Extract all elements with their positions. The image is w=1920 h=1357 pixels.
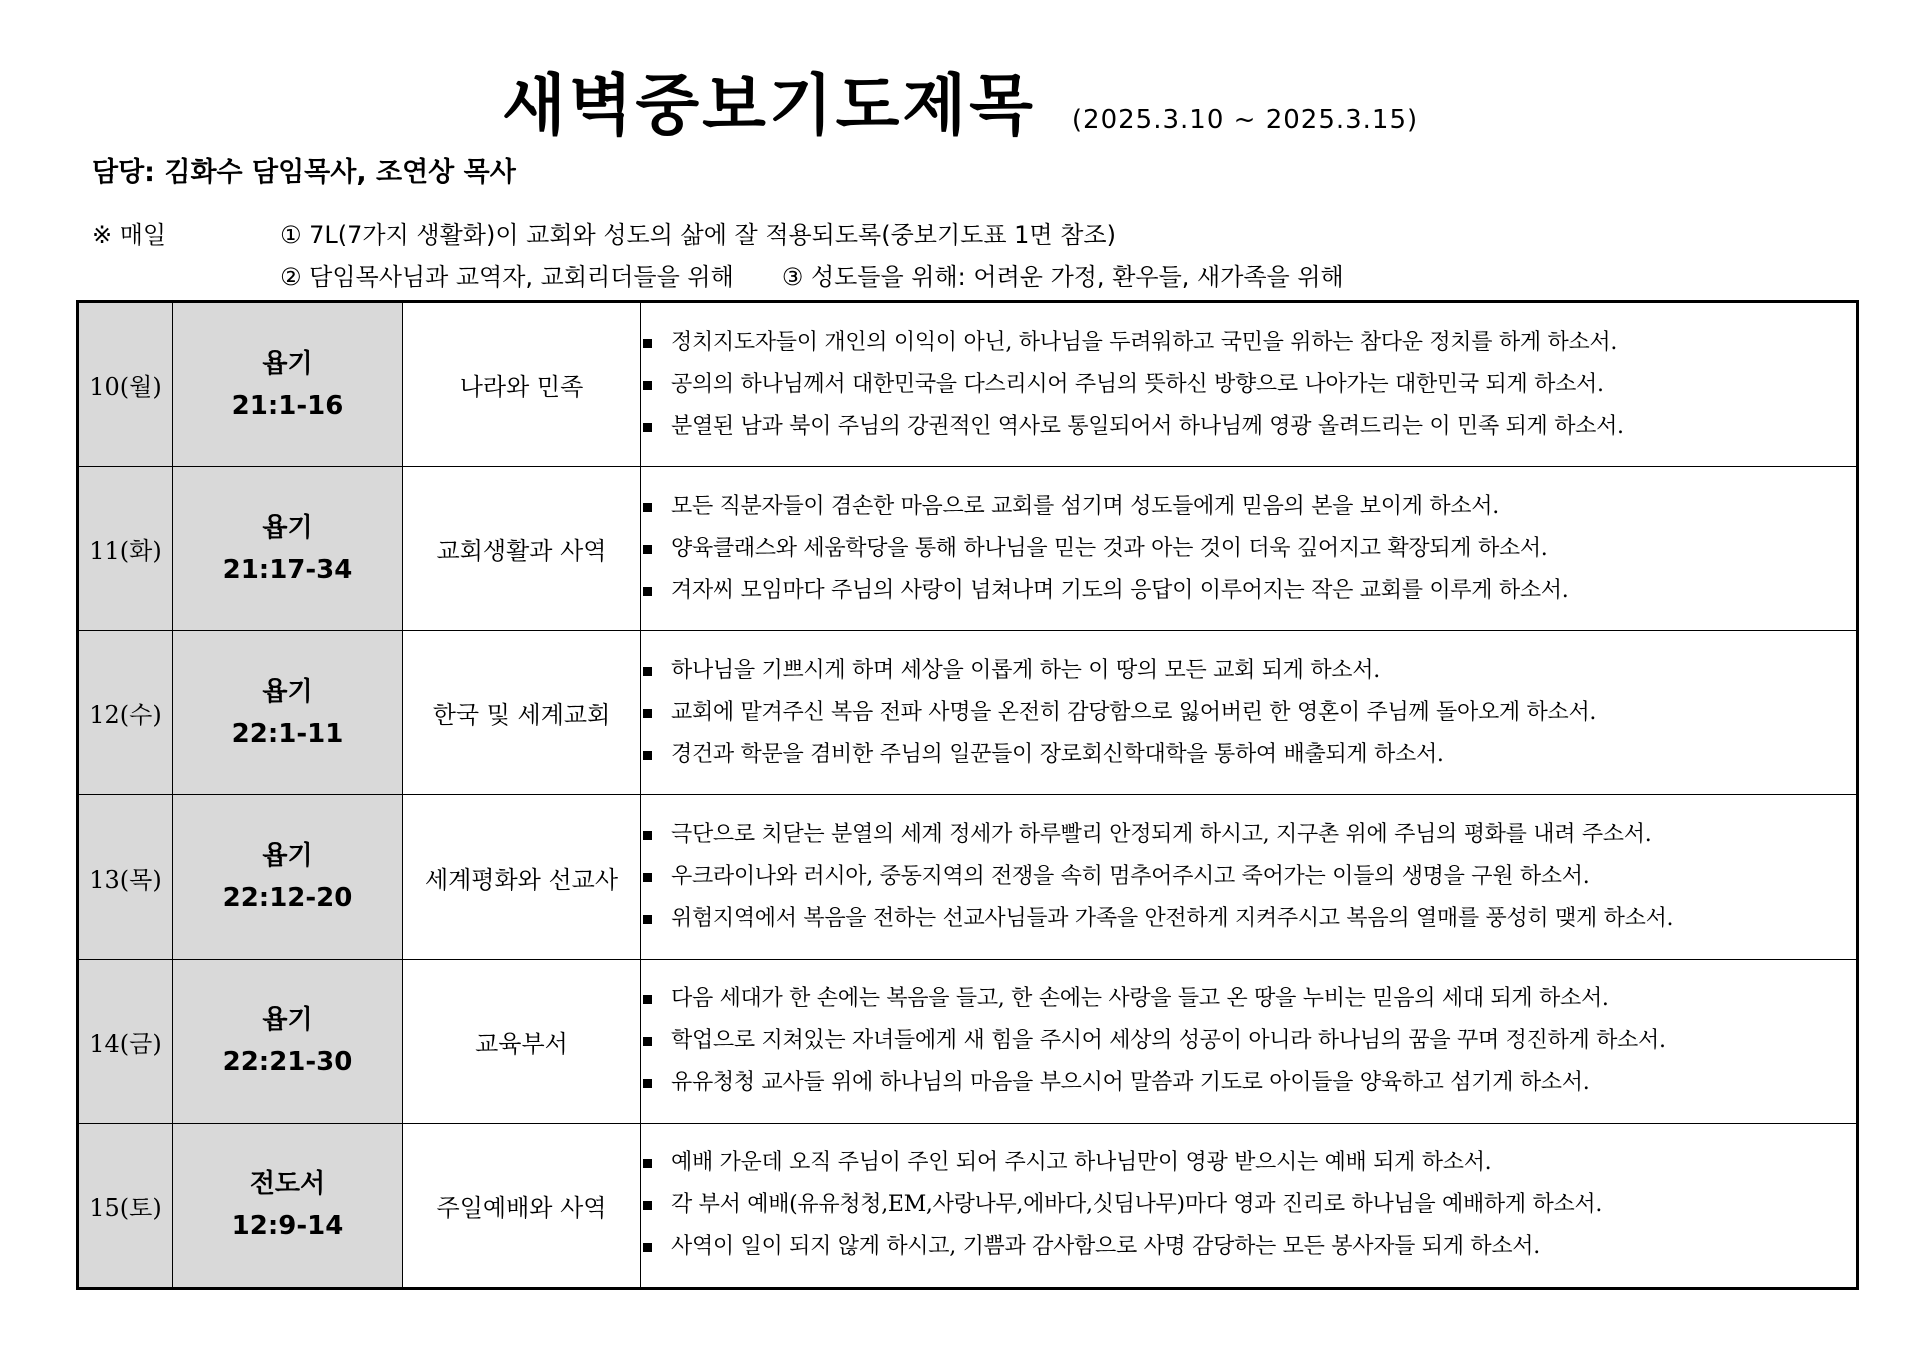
book-name: 전도서 <box>249 1169 326 1200</box>
prayer-item: 사역이 일이 되지 않게 하시고, 기쁨과 감사함으로 사명 감당하는 모든 봉사자들 되게 하소서. <box>641 1226 1856 1268</box>
items-cell <box>641 1123 1858 1288</box>
passage-cell <box>173 467 403 631</box>
prayer-item: 교회에 맡겨주신 복음 전파 사명을 온전히 감당함으로 잃어버린 한 영혼이 주님께 돌아오게 하소서. <box>641 692 1856 734</box>
prayer-item: 각 부서 예배(유유청청,EM,사랑나무,에바다,싯딤나무)마다 영과 진리로 하나님을 예배하게 하소서. <box>641 1184 1856 1226</box>
prayer-item: 양육클래스와 세움학당을 통해 하나님을 믿는 것과 아는 것이 더욱 깊어지고 확장되게 하소서. <box>641 528 1856 570</box>
prayer-item: 예배 가운데 오직 주님이 주인 되어 주시고 하나님만이 영광 받으시는 예배 되게 하소서. <box>641 1142 1856 1184</box>
verse-range: 12:9-14 <box>231 1211 344 1242</box>
table-row <box>78 631 1858 795</box>
prayer-item: 극단으로 치닫는 분열의 세계 정세가 하루빨리 안정되게 하시고, 지구촌 위에 주님의 평화를 내려 주소서. <box>641 814 1856 856</box>
passage-cell <box>173 302 403 467</box>
passage-cell <box>173 795 403 959</box>
day-cell: 11(화) <box>78 467 173 631</box>
items-cell <box>641 795 1858 959</box>
items-cell <box>641 959 1858 1123</box>
book-name: 욥기 <box>262 348 313 379</box>
topic-cell: 한국 및 세계교회 <box>403 631 641 795</box>
day-cell: 14(금) <box>78 959 173 1123</box>
verse-range: 22:12-20 <box>222 883 353 914</box>
prayer-item: 분열된 남과 북이 주님의 강권적인 역사로 통일되어서 하나님께 영광 올려드리는 이 민족 되게 하소서. <box>641 406 1856 448</box>
passage-cell <box>173 631 403 795</box>
daily-label: ※ 매일 <box>92 221 167 249</box>
table-row <box>78 795 1858 959</box>
passage-cell <box>173 959 403 1123</box>
topic-cell: 주일예배와 사역 <box>403 1123 641 1288</box>
prayer-item: 우크라이나와 러시아, 중동지역의 전쟁을 속히 멈추어주시고 죽어가는 이들의 생명을 구원 하소서. <box>641 856 1856 898</box>
verse-range: 22:1-11 <box>231 718 344 749</box>
prayer-item: 유유청청 교사들 위에 하나님의 마음을 부으시어 말씀과 기도로 아이들을 양육하고 섬기게 하소서. <box>641 1062 1856 1104</box>
date-range: (2025.3.10 ~ 2025.3.15) <box>1071 105 1419 135</box>
book-name: 욥기 <box>262 841 313 872</box>
prayer-item: 경건과 학문을 겸비한 주님의 일꾼들이 장로회신학대학을 통하여 배출되게 하소서. <box>641 734 1856 776</box>
day-cell: 15(토) <box>78 1123 173 1288</box>
prayer-item: 정치지도자들이 개인의 이익이 아닌, 하나님을 두려워하고 국민을 위하는 참다운 정치를 하게 하소서. <box>641 322 1856 364</box>
topic-cell: 교육부서 <box>403 959 641 1123</box>
prayer-item: 하나님을 기쁘시게 하며 세상을 이롭게 하는 이 땅의 모든 교회 되게 하소서. <box>641 650 1856 692</box>
daily-item-1: ① 7L(7가지 생활화)이 교회와 성도의 삶에 잘 적용되도록(중보기도표 1면 참조) <box>280 221 1116 249</box>
book-name: 욥기 <box>262 676 313 707</box>
daily-item-2: ② 담임목사님과 교역자, 교회리더들을 위해 <box>280 263 734 291</box>
leader-line: 담당: 김화수 담임목사, 조연상 목사 <box>92 157 516 188</box>
title-row <box>0 52 1920 147</box>
topic-cell: 교회생활과 사역 <box>403 467 641 631</box>
day-cell: 10(월) <box>78 302 173 467</box>
prayer-item: 다음 세대가 한 손에는 복음을 들고, 한 손에는 사랑을 들고 온 땅을 누비는 믿음의 세대 되게 하소서. <box>641 978 1856 1020</box>
table-row <box>78 1123 1858 1288</box>
day-cell: 12(수) <box>78 631 173 795</box>
daily-item-3: ③ 성도들을 위해: 어려운 가정, 환우들, 새가족을 위해 <box>781 263 1344 291</box>
items-cell <box>641 631 1858 795</box>
book-name: 욥기 <box>262 512 313 543</box>
verse-range: 21:17-34 <box>222 554 353 585</box>
items-cell <box>641 302 1858 467</box>
table-row <box>78 959 1858 1123</box>
prayer-item: 학업으로 지쳐있는 자녀들에게 새 힘을 주시어 세상의 성공이 아니라 하나님의 꿈을 꾸며 정진하게 하소서. <box>641 1020 1856 1062</box>
topic-cell: 세계평화와 선교사 <box>403 795 641 959</box>
prayer-item: 겨자씨 모임마다 주님의 사랑이 넘쳐나며 기도의 응답이 이루어지는 작은 교회를 이루게 하소서. <box>641 570 1856 612</box>
topic-cell: 나라와 민족 <box>403 302 641 467</box>
day-cell: 13(목) <box>78 795 173 959</box>
table-row <box>78 467 1858 631</box>
daily-items-row <box>280 257 1344 292</box>
passage-cell <box>173 1123 403 1288</box>
prayer-item: 모든 직분자들이 겸손한 마음으로 교회를 섬기며 성도들에게 믿음의 본을 보이게 하소서. <box>641 486 1856 528</box>
verse-range: 22:21-30 <box>222 1047 353 1078</box>
prayer-schedule-table <box>76 300 1859 1290</box>
prayer-item: 위험지역에서 복음을 전하는 선교사님들과 가족을 안전하게 지켜주시고 복음의 열매를 풍성히 맺게 하소서. <box>641 898 1856 940</box>
prayer-item: 공의의 하나님께서 대한민국을 다스리시어 주님의 뜻하신 방향으로 나아가는 대한민국 되게 하소서. <box>641 364 1856 406</box>
book-name: 욥기 <box>262 1005 313 1036</box>
page-title: 새벽중보기도제목 <box>501 67 1036 144</box>
verse-range: 21:1-16 <box>231 390 344 421</box>
table-row <box>78 302 1858 467</box>
items-cell <box>641 467 1858 631</box>
